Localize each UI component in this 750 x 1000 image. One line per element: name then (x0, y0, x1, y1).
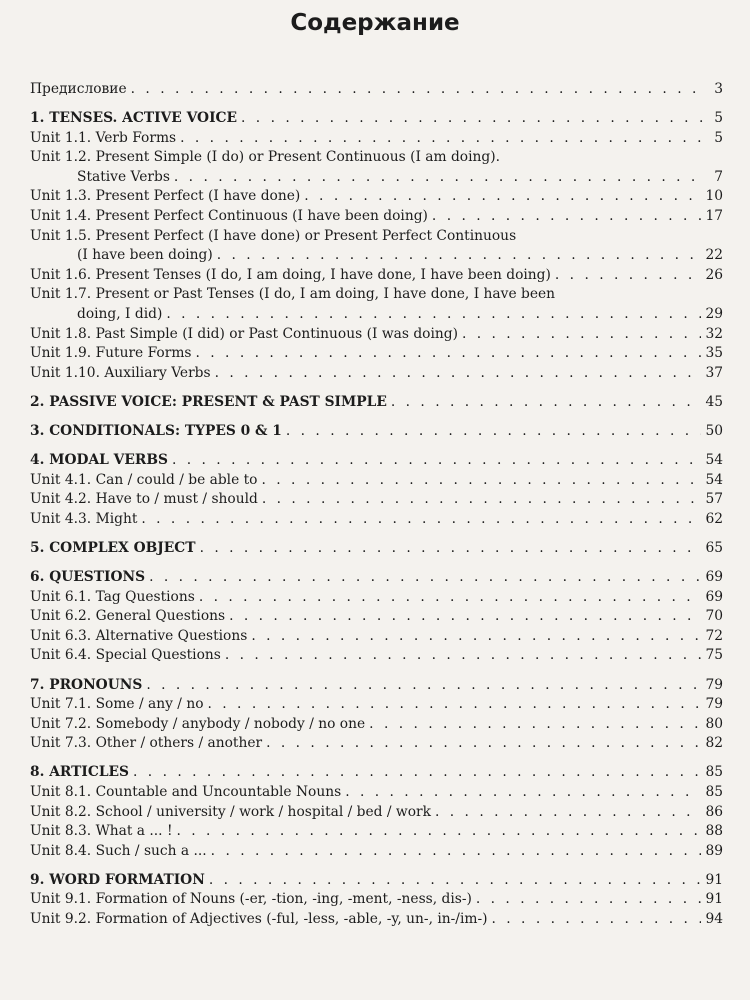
toc-entry[interactable] (30, 510, 723, 530)
dot-leader (199, 588, 702, 608)
dot-leader (166, 305, 701, 325)
toc-label: 5. COMPLEX OBJECT (30, 539, 196, 556)
dot-leader (215, 364, 702, 384)
toc-page-number: 54 (705, 452, 723, 469)
dot-leader (432, 207, 702, 227)
toc-label-line[interactable]: Unit 1.5. Present Perfect (I have done) or Present Perfect Continuous (30, 227, 517, 244)
toc-page-number: 5 (714, 129, 723, 146)
toc-section-heading[interactable] (30, 393, 723, 413)
toc-page-number: 89 (705, 842, 723, 859)
toc-entry[interactable] (30, 129, 723, 149)
toc-label: Unit 6.3. Alternative Questions (30, 627, 248, 644)
dot-leader (241, 109, 705, 129)
toc-label: 2. PASSIVE VOICE: PRESENT & PAST SIMPLE (30, 393, 387, 410)
toc-label: Unit 6.2. General Questions (30, 608, 226, 625)
toc-label: Unit 1.3. Present Perfect (I have done) (30, 188, 301, 205)
toc-entry[interactable] (30, 471, 723, 491)
toc-page-number: 65 (705, 539, 723, 556)
toc-label: Unit 8.3. What a ... ! (30, 823, 173, 840)
toc-entry[interactable] (30, 715, 723, 735)
toc-page-number: 3 (714, 81, 723, 97)
toc-section-heading[interactable] (30, 763, 723, 783)
dot-leader (345, 783, 701, 803)
toc-entry[interactable] (30, 246, 723, 266)
toc-section-heading[interactable] (30, 676, 723, 696)
toc-page-number: 88 (705, 823, 723, 840)
toc-entry[interactable] (30, 325, 723, 345)
toc-page-number: 72 (705, 627, 723, 644)
table-of-contents (30, 80, 723, 930)
toc-entry[interactable] (30, 607, 723, 627)
dot-leader (555, 266, 702, 286)
dot-leader (180, 129, 705, 149)
toc-page-number: 7 (714, 168, 723, 185)
toc-page-number: 85 (705, 764, 723, 781)
toc-label: Unit 1.4. Present Perfect Continuous (I have been doing) (30, 208, 428, 225)
toc-label: Unit 4.2. Have to / must / should (30, 491, 258, 508)
toc-page-number: 37 (705, 364, 723, 381)
toc-entry[interactable] (30, 822, 723, 842)
toc-page-number: 54 (705, 471, 723, 488)
toc-label: (I have been doing) (77, 247, 213, 264)
toc-page-number: 85 (705, 784, 723, 800)
toc-label: 8. ARTICLES (30, 764, 130, 781)
toc-page-number: 32 (705, 325, 723, 342)
dot-leader (217, 246, 702, 266)
toc-label: Unit 9.2. Formation of Adjectives (-ful, -less, -able, -y, un-, in-/im-) (30, 911, 488, 928)
toc-entry[interactable] (30, 890, 723, 910)
dot-leader (177, 822, 702, 842)
dot-leader (262, 471, 702, 491)
dot-leader (149, 568, 701, 588)
toc-section-heading[interactable] (30, 539, 723, 559)
dot-leader (146, 676, 701, 696)
toc-page-number: 75 (705, 647, 723, 664)
dot-leader (172, 451, 701, 471)
toc-entry[interactable] (30, 646, 723, 666)
dot-leader (200, 539, 702, 559)
dot-leader (435, 803, 701, 823)
toc-section-heading[interactable] (30, 568, 723, 588)
dot-leader (211, 842, 702, 862)
toc-page-number: 79 (705, 676, 723, 693)
toc-section-heading[interactable] (30, 422, 723, 442)
toc-page-number: 80 (705, 715, 723, 732)
toc-entry[interactable] (30, 695, 723, 715)
toc-entry[interactable] (30, 207, 723, 227)
toc-entry[interactable] (30, 842, 723, 862)
dot-leader (229, 607, 701, 627)
dot-leader (286, 422, 702, 442)
toc-entry[interactable] (30, 168, 723, 188)
toc-label: Unit 1.6. Present Tenses (I do, I am doing, I have done, I have been doing) (30, 266, 551, 283)
toc-label-line[interactable]: Unit 1.2. Present Simple (I do) or Present Continuous (I am doing). (30, 149, 501, 166)
toc-label: Unit 8.4. Such / such a ... (30, 842, 207, 859)
toc-label: 7. PRONOUNS (30, 676, 143, 693)
toc-page-number: 70 (705, 608, 723, 625)
page-title: Содержание (290, 10, 460, 36)
toc-entry[interactable] (30, 364, 723, 384)
toc-page-number: 5 (714, 110, 723, 127)
dot-leader (476, 890, 702, 910)
toc-page-number: 62 (705, 510, 723, 527)
dot-leader (262, 490, 702, 510)
toc-page-number: 86 (705, 803, 723, 820)
toc-label: Unit 4.1. Can / could / be able to (30, 471, 258, 488)
toc-entry[interactable] (30, 910, 723, 930)
dot-leader (251, 627, 701, 647)
toc-entry[interactable] (30, 344, 723, 364)
toc-page-number: 79 (705, 696, 723, 713)
toc-label: Unit 7.1. Some / any / no (30, 696, 204, 713)
toc-label: Unit 1.8. Past Simple (I did) or Past Continuous (I was doing) (30, 325, 458, 342)
toc-page-number: 82 (705, 735, 723, 752)
toc-entry[interactable] (30, 803, 723, 823)
dot-leader (141, 510, 701, 530)
toc-label: 3. CONDITIONALS: TYPES 0 & 1 (30, 423, 282, 439)
toc-label: Предисловие (30, 81, 127, 97)
toc-label: Unit 6.1. Tag Questions (30, 588, 195, 605)
toc-section-heading[interactable] (30, 451, 723, 471)
toc-label: Unit 6.4. Special Questions (30, 647, 221, 664)
toc-section-heading[interactable] (30, 109, 723, 129)
toc-entry[interactable] (30, 627, 723, 647)
dot-leader (209, 871, 702, 891)
toc-page-number: 35 (705, 345, 723, 362)
dot-leader (391, 393, 702, 413)
toc-label: 1. TENSES. ACTIVE VOICE (30, 110, 238, 127)
toc-entry[interactable] (30, 783, 723, 803)
toc-page-number: 91 (705, 891, 723, 908)
dot-leader (225, 646, 702, 666)
toc-page-number: 91 (705, 871, 723, 888)
toc-label: Unit 1.1. Verb Forms (30, 129, 177, 146)
toc-entry[interactable] (30, 305, 723, 325)
dot-leader (369, 715, 701, 735)
toc-entry[interactable] (30, 80, 723, 100)
toc-page-number: 50 (705, 423, 723, 439)
toc-page-number: 29 (705, 306, 723, 323)
toc-page-number: 45 (705, 393, 723, 410)
dot-leader (492, 910, 702, 930)
toc-label: Unit 8.1. Countable and Uncountable Nouns (30, 784, 342, 800)
dot-leader (304, 187, 701, 207)
toc-label: doing, I did) (77, 306, 163, 323)
toc-page-number: 22 (705, 247, 723, 264)
toc-page-number: 69 (705, 569, 723, 586)
toc-label: Unit 7.3. Other / others / another (30, 735, 263, 752)
toc-label: 9. WORD FORMATION (30, 871, 205, 888)
dot-leader (266, 734, 701, 754)
toc-entry[interactable] (30, 588, 723, 608)
toc-label: Unit 9.1. Formation of Nouns (-er, -tion, -ing, -ment, -ness, dis-) (30, 891, 472, 908)
toc-entry[interactable] (30, 266, 723, 286)
toc-label-line[interactable]: Unit 1.7. Present or Past Tenses (I do, I am doing, I have done, I have been (30, 286, 556, 303)
toc-label: 4. MODAL VERBS (30, 452, 168, 469)
toc-label: Unit 1.10. Auxiliary Verbs (30, 364, 211, 381)
toc-label: Unit 8.2. School / university / work / hospital / bed / work (30, 803, 431, 820)
toc-label: 6. QUESTIONS (30, 569, 146, 586)
toc-page-number: 26 (705, 266, 723, 283)
toc-label: Unit 1.9. Future Forms (30, 345, 192, 362)
toc-page-number: 57 (705, 491, 723, 508)
toc-page-number: 10 (705, 188, 723, 205)
toc-page-number: 17 (705, 208, 723, 225)
dot-leader (196, 344, 702, 364)
toc-label: Unit 7.2. Somebody / anybody / nobody / no one (30, 715, 366, 732)
toc-section-heading[interactable] (30, 871, 723, 891)
toc-page-number: 94 (705, 911, 723, 928)
toc-label: Unit 4.3. Might (30, 510, 138, 527)
dot-leader (462, 325, 701, 345)
dot-leader (174, 168, 705, 188)
dot-leader (208, 695, 702, 715)
toc-entry[interactable] (30, 187, 723, 207)
dot-leader (133, 763, 701, 783)
dot-leader (131, 80, 705, 100)
toc-entry[interactable] (30, 734, 723, 754)
toc-entry[interactable] (30, 490, 723, 510)
toc-page-number: 69 (705, 588, 723, 605)
toc-label: Stative Verbs (77, 168, 170, 185)
